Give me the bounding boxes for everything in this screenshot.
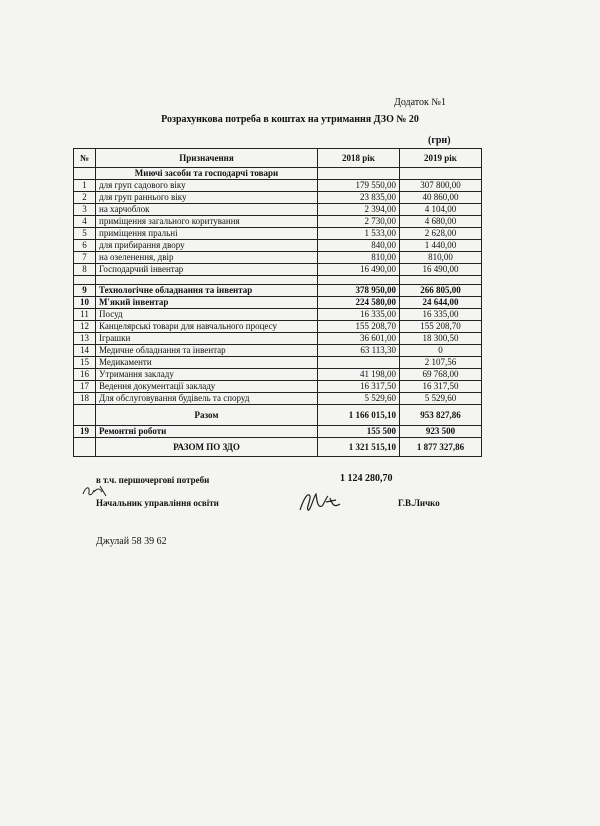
- row-purpose: Іграшки: [96, 333, 318, 345]
- row-purpose: Медикаменти: [96, 357, 318, 369]
- row-number: 18: [74, 393, 96, 405]
- row-purpose: Для обслуговування будівель та споруд: [96, 393, 318, 405]
- executor-contact: Джулай 58 39 62: [96, 536, 167, 547]
- row-value-2019: 18 300,50: [400, 333, 482, 345]
- row-value-2019: 16 490,00: [400, 264, 482, 276]
- row-number: 8: [74, 264, 96, 276]
- row-number: 11: [74, 309, 96, 321]
- row-value-2019: 266 805,00: [400, 285, 482, 297]
- table-row: [74, 180, 482, 192]
- currency-unit: (грн): [428, 135, 451, 146]
- row-value-2019: 4 104,00: [400, 204, 482, 216]
- row-value-2019: 1 440,00: [400, 240, 482, 252]
- row-number: 17: [74, 381, 96, 393]
- row-number: 15: [74, 357, 96, 369]
- table-row: [74, 264, 482, 276]
- signatory-name: Г.В.Личко: [398, 498, 440, 508]
- row-number: 10: [74, 297, 96, 309]
- row-value-2018: 1 533,00: [318, 228, 400, 240]
- row-value-2018: 16 490,00: [318, 264, 400, 276]
- table-row: [74, 438, 482, 457]
- row-number: 12: [74, 321, 96, 333]
- row-value-2019: 40 860,00: [400, 192, 482, 204]
- row-value-2019: 16 335,00: [400, 309, 482, 321]
- section-title: Миючі засоби та господарчі товари: [96, 168, 318, 180]
- row-purpose: Ведення документації закладу: [96, 381, 318, 393]
- row-purpose: для груп раннього віку: [96, 192, 318, 204]
- row-number: 16: [74, 369, 96, 381]
- row-value-2019: 4 680,00: [400, 216, 482, 228]
- table-row: [74, 333, 482, 345]
- row-number: 14: [74, 345, 96, 357]
- row-value-2018: 840,00: [318, 240, 400, 252]
- row-value-2019: 5 529,60: [400, 393, 482, 405]
- column-header-2018: 2018 рік: [318, 149, 400, 168]
- column-header-purpose: Призначення: [96, 149, 318, 168]
- table-row: [74, 204, 482, 216]
- row-number: 7: [74, 252, 96, 264]
- table-row: [74, 321, 482, 333]
- row-number: 4: [74, 216, 96, 228]
- row-number: 6: [74, 240, 96, 252]
- table-row: [74, 240, 482, 252]
- row-purpose: для прибирання двору: [96, 240, 318, 252]
- row-purpose: для груп садового віку: [96, 180, 318, 192]
- budget-table: [73, 148, 482, 457]
- row-value-2019: 24 644,00: [400, 297, 482, 309]
- row-number: 13: [74, 333, 96, 345]
- table-row: [74, 369, 482, 381]
- row-value-2019: 307 800,00: [400, 180, 482, 192]
- row-purpose: на озеленення, двір: [96, 252, 318, 264]
- row-number: 3: [74, 204, 96, 216]
- row-value-2018: 63 113,30: [318, 345, 400, 357]
- table-row: [74, 297, 482, 309]
- column-header-number: №: [74, 149, 96, 168]
- row-number: [74, 438, 96, 457]
- row-value-2018: 41 198,00: [318, 369, 400, 381]
- row-purpose: Ремонтні роботи: [96, 426, 318, 438]
- section-header-row: [74, 168, 482, 180]
- signature-image: [296, 488, 346, 516]
- row-value-2018: 1 321 515,10: [318, 438, 400, 457]
- row-value-2018: 2 730,00: [318, 216, 400, 228]
- row-value-2018: 224 580,00: [318, 297, 400, 309]
- row-value-2019: 2 107,56: [400, 357, 482, 369]
- row-purpose: Медичне обладнання та інвентар: [96, 345, 318, 357]
- column-header-2019: 2019 рік: [400, 149, 482, 168]
- row-purpose: М'який інвентар: [96, 297, 318, 309]
- row-number: 2: [74, 192, 96, 204]
- appendix-label: Додаток №1: [394, 97, 446, 108]
- row-purpose: Канцелярські товари для навчального процесу: [96, 321, 318, 333]
- row-purpose: Разом: [96, 405, 318, 426]
- row-value-2019: 16 317,50: [400, 381, 482, 393]
- row-value-2018: 5 529,60: [318, 393, 400, 405]
- table-row: [74, 309, 482, 321]
- row-value-2018: 16 335,00: [318, 309, 400, 321]
- row-purpose: Господарчий інвентар: [96, 264, 318, 276]
- table-row: [74, 252, 482, 264]
- row-value-2018: [318, 357, 400, 369]
- row-purpose: Утримання закладу: [96, 369, 318, 381]
- row-purpose: приміщення загального коритування: [96, 216, 318, 228]
- first-need-label: в т.ч. першочергові потреби: [96, 475, 210, 485]
- row-purpose: на харчоблок: [96, 204, 318, 216]
- row-value-2019: 0: [400, 345, 482, 357]
- row-value-2018: 2 394,00: [318, 204, 400, 216]
- table-row: [74, 216, 482, 228]
- row-number: 5: [74, 228, 96, 240]
- document-title: Розрахункова потреба в коштах на утримання ДЗО № 20: [161, 114, 419, 125]
- table-row: [74, 357, 482, 369]
- row-value-2018: 23 835,00: [318, 192, 400, 204]
- signatory-position: Начальник управління освіти: [96, 498, 219, 508]
- row-value-2019: 155 208,70: [400, 321, 482, 333]
- row-value-2018: 16 317,50: [318, 381, 400, 393]
- row-value-2018: 179 550,00: [318, 180, 400, 192]
- row-value-2018: 155 500: [318, 426, 400, 438]
- row-purpose: Технологічне обладнання та інвентар: [96, 285, 318, 297]
- table-row: [74, 345, 482, 357]
- table-row: [74, 393, 482, 405]
- row-purpose: РАЗОМ ПО ЗДО: [96, 438, 318, 457]
- row-value-2018: 378 950,00: [318, 285, 400, 297]
- row-number: 1: [74, 180, 96, 192]
- row-purpose: Посуд: [96, 309, 318, 321]
- table-row: [74, 381, 482, 393]
- table-row: [74, 228, 482, 240]
- row-value-2019: 923 500: [400, 426, 482, 438]
- first-need-value: 1 124 280,70: [340, 473, 393, 484]
- table-header-row: [74, 149, 482, 168]
- row-value-2018: 36 601,00: [318, 333, 400, 345]
- row-value-2019: 953 827,86: [400, 405, 482, 426]
- table-row: [74, 192, 482, 204]
- table-row: [74, 405, 482, 426]
- row-value-2019: 810,00: [400, 252, 482, 264]
- row-value-2019: 1 877 327,86: [400, 438, 482, 457]
- row-purpose: приміщення пральні: [96, 228, 318, 240]
- row-value-2019: 2 628,00: [400, 228, 482, 240]
- row-value-2019: 69 768,00: [400, 369, 482, 381]
- row-number: [74, 405, 96, 426]
- row-number: 19: [74, 426, 96, 438]
- table-row: [74, 285, 482, 297]
- row-value-2018: 810,00: [318, 252, 400, 264]
- spacer-row: [74, 276, 482, 285]
- row-value-2018: 1 166 015,10: [318, 405, 400, 426]
- row-number: 9: [74, 285, 96, 297]
- table-row: [74, 426, 482, 438]
- row-value-2018: 155 208,70: [318, 321, 400, 333]
